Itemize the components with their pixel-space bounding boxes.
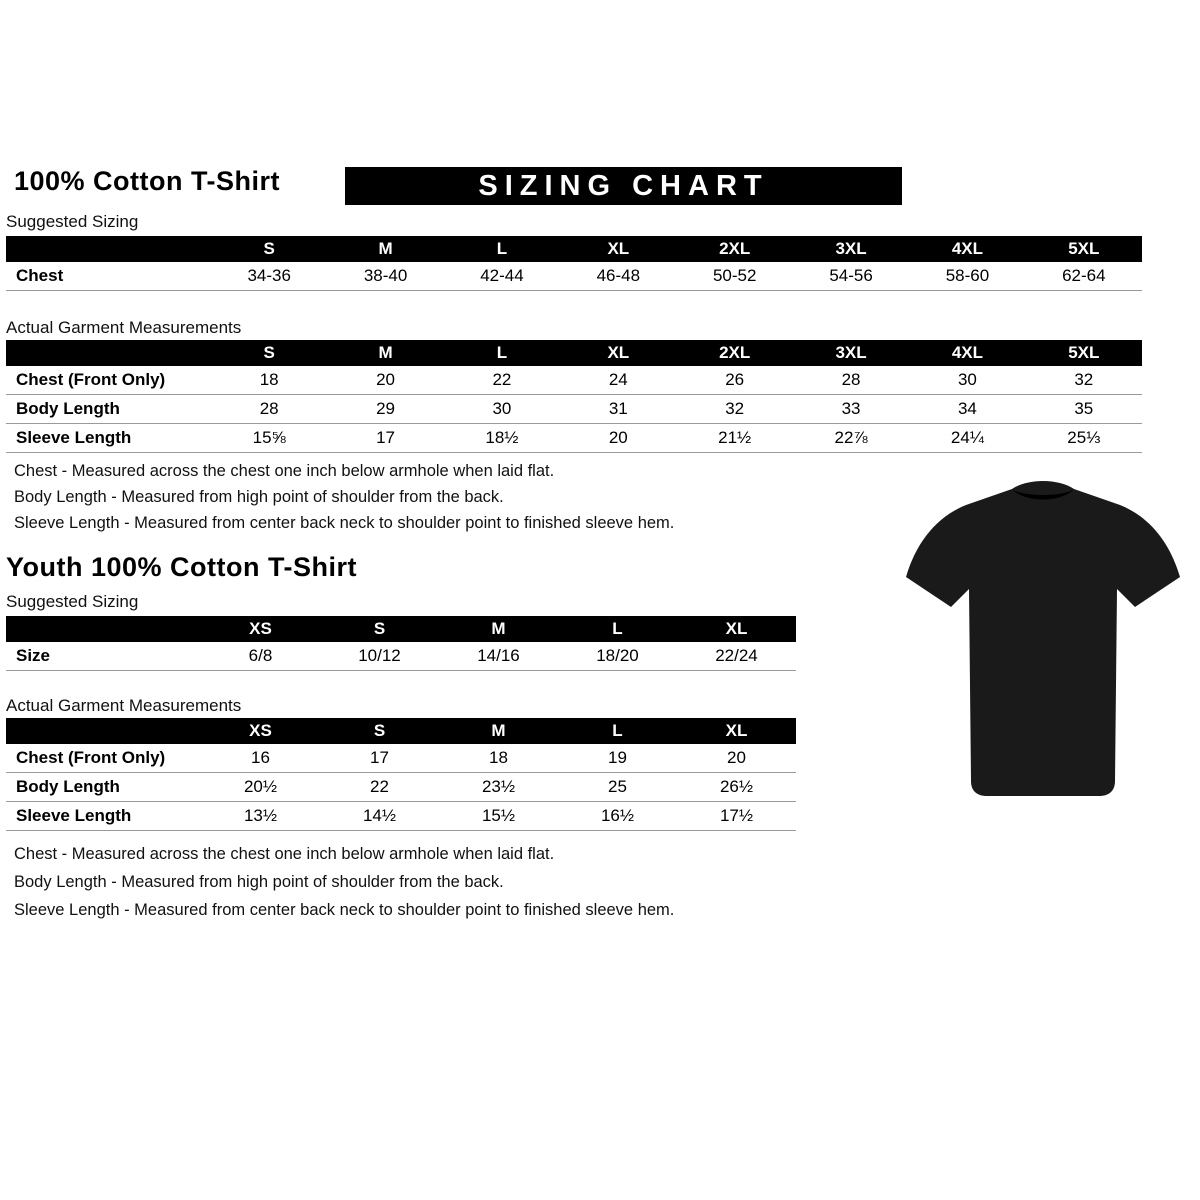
measurement-value: 42-44 — [444, 262, 560, 291]
measurement-value: 17 — [320, 744, 439, 773]
youth-suggested-sizing-table — [6, 616, 796, 671]
measurement-row — [6, 262, 1142, 291]
measurement-value: 21½ — [677, 424, 793, 453]
size-column-header: 3XL — [793, 340, 909, 366]
measurement-value: 62-64 — [1026, 262, 1142, 291]
size-column-header: L — [558, 616, 677, 642]
measurement-row-label: Sleeve Length — [6, 424, 211, 453]
measurement-value: 22/24 — [677, 642, 796, 671]
adult-actual-measurements-label: Actual Garment Measurements — [6, 318, 242, 337]
size-column-header: XL — [560, 236, 676, 262]
measurement-row — [6, 773, 796, 802]
row-label-column-header — [6, 718, 201, 744]
size-column-header: S — [211, 340, 327, 366]
size-column-header: L — [444, 236, 560, 262]
measurement-value: 19 — [558, 744, 677, 773]
size-column-header: M — [439, 718, 558, 744]
measurement-value: 34 — [909, 395, 1025, 424]
size-column-header: 4XL — [909, 340, 1025, 366]
measurement-row — [6, 744, 796, 773]
measurement-value: 6/8 — [201, 642, 320, 671]
measurement-row-label: Chest (Front Only) — [6, 366, 211, 395]
note-chest: Chest - Measured across the chest one inch below armhole when laid flat. — [14, 845, 555, 863]
size-column-header: XL — [677, 616, 796, 642]
youth-section-title: Youth 100% Cotton T-Shirt — [6, 552, 357, 582]
measurement-row-label: Size — [6, 642, 201, 671]
measurement-value: 26 — [677, 366, 793, 395]
measurement-value: 16 — [201, 744, 320, 773]
page-title: 100% Cotton T-Shirt — [14, 166, 281, 196]
size-column-header: XS — [201, 718, 320, 744]
measurement-value: 26½ — [677, 773, 796, 802]
measurement-value: 16½ — [558, 802, 677, 831]
size-header-row — [6, 616, 796, 642]
size-column-header: XL — [677, 718, 796, 744]
size-column-header: 4XL — [909, 236, 1025, 262]
measurement-value: 22 — [320, 773, 439, 802]
measurement-row-label: Chest — [6, 262, 211, 291]
measurement-value: 32 — [1026, 366, 1142, 395]
size-column-header: 2XL — [677, 340, 793, 366]
measurement-row-label: Sleeve Length — [6, 802, 201, 831]
youth-measurement-notes — [14, 840, 674, 924]
black-tshirt-image — [893, 473, 1193, 818]
measurement-value: 24 — [560, 366, 676, 395]
measurement-value: 50-52 — [677, 262, 793, 291]
measurement-value: 28 — [211, 395, 327, 424]
measurement-row — [6, 366, 1142, 395]
measurement-row — [6, 395, 1142, 424]
measurement-value: 22⅞ — [793, 424, 909, 453]
measurement-value: 25 — [558, 773, 677, 802]
size-column-header: S — [320, 616, 439, 642]
measurement-value: 32 — [677, 395, 793, 424]
size-column-header: M — [439, 616, 558, 642]
measurement-value: 58-60 — [909, 262, 1025, 291]
size-column-header: 5XL — [1026, 236, 1142, 262]
note-body-length: Body Length - Measured from high point of shoulder from the back. — [14, 873, 504, 891]
measurement-value: 24¼ — [909, 424, 1025, 453]
youth-actual-measurements-label: Actual Garment Measurements — [6, 696, 242, 715]
youth-actual-measurements-table — [6, 718, 796, 831]
size-header-row — [6, 718, 796, 744]
measurement-value: 22 — [444, 366, 560, 395]
measurement-value: 38-40 — [327, 262, 443, 291]
measurement-value: 30 — [444, 395, 560, 424]
measurement-value: 18½ — [444, 424, 560, 453]
adult-measurement-notes — [14, 458, 674, 536]
size-header-row — [6, 340, 1142, 366]
measurement-value: 20 — [677, 744, 796, 773]
measurement-value: 17 — [327, 424, 443, 453]
size-column-header: 5XL — [1026, 340, 1142, 366]
adult-suggested-sizing-table — [6, 236, 1142, 291]
row-label-column-header — [6, 616, 201, 642]
measurement-value: 13½ — [201, 802, 320, 831]
measurement-value: 35 — [1026, 395, 1142, 424]
measurement-value: 28 — [793, 366, 909, 395]
size-column-header: L — [444, 340, 560, 366]
size-column-header: M — [327, 236, 443, 262]
measurement-value: 33 — [793, 395, 909, 424]
note-sleeve-length: Sleeve Length - Measured from center back neck to shoulder point to finished sleeve hem. — [14, 901, 675, 919]
measurement-value: 54-56 — [793, 262, 909, 291]
size-column-header: XS — [201, 616, 320, 642]
measurement-value: 46-48 — [560, 262, 676, 291]
measurement-row — [6, 642, 796, 671]
note-sleeve-length: Sleeve Length - Measured from center back neck to shoulder point to finished sleeve hem. — [14, 514, 675, 532]
measurement-value: 18 — [211, 366, 327, 395]
measurement-value: 14½ — [320, 802, 439, 831]
size-column-header: M — [327, 340, 443, 366]
measurement-value: 20 — [560, 424, 676, 453]
measurement-value: 15½ — [439, 802, 558, 831]
size-header-row — [6, 236, 1142, 262]
row-label-column-header — [6, 340, 211, 366]
measurement-row-label: Chest (Front Only) — [6, 744, 201, 773]
measurement-value: 18/20 — [558, 642, 677, 671]
measurement-value: 31 — [560, 395, 676, 424]
note-chest: Chest - Measured across the chest one inch below armhole when laid flat. — [14, 462, 555, 480]
measurement-row — [6, 802, 796, 831]
measurement-row-label: Body Length — [6, 773, 201, 802]
sizing-chart-banner — [345, 167, 902, 205]
measurement-value: 23½ — [439, 773, 558, 802]
measurement-value: 18 — [439, 744, 558, 773]
adult-suggested-sizing-label: Suggested Sizing — [6, 212, 139, 231]
measurement-value: 20 — [327, 366, 443, 395]
measurement-row-label: Body Length — [6, 395, 211, 424]
size-column-header: L — [558, 718, 677, 744]
measurement-value: 10/12 — [320, 642, 439, 671]
measurement-value: 30 — [909, 366, 1025, 395]
adult-actual-measurements-table — [6, 340, 1142, 453]
measurement-value: 15⅝ — [211, 424, 327, 453]
measurement-value: 29 — [327, 395, 443, 424]
tshirt-silhouette — [906, 481, 1180, 796]
size-column-header: 2XL — [677, 236, 793, 262]
size-column-header: S — [320, 718, 439, 744]
measurement-value: 17½ — [677, 802, 796, 831]
measurement-value: 34-36 — [211, 262, 327, 291]
note-body-length: Body Length - Measured from high point of shoulder from the back. — [14, 488, 504, 506]
size-column-header: 3XL — [793, 236, 909, 262]
sizing-chart-banner-text: SIZING CHART — [478, 169, 769, 202]
size-column-header: XL — [560, 340, 676, 366]
youth-suggested-sizing-label: Suggested Sizing — [6, 592, 139, 611]
row-label-column-header — [6, 236, 211, 262]
measurement-value: 14/16 — [439, 642, 558, 671]
measurement-row — [6, 424, 1142, 453]
measurement-value: 25⅓ — [1026, 424, 1142, 453]
measurement-value: 20½ — [201, 773, 320, 802]
size-column-header: S — [211, 236, 327, 262]
